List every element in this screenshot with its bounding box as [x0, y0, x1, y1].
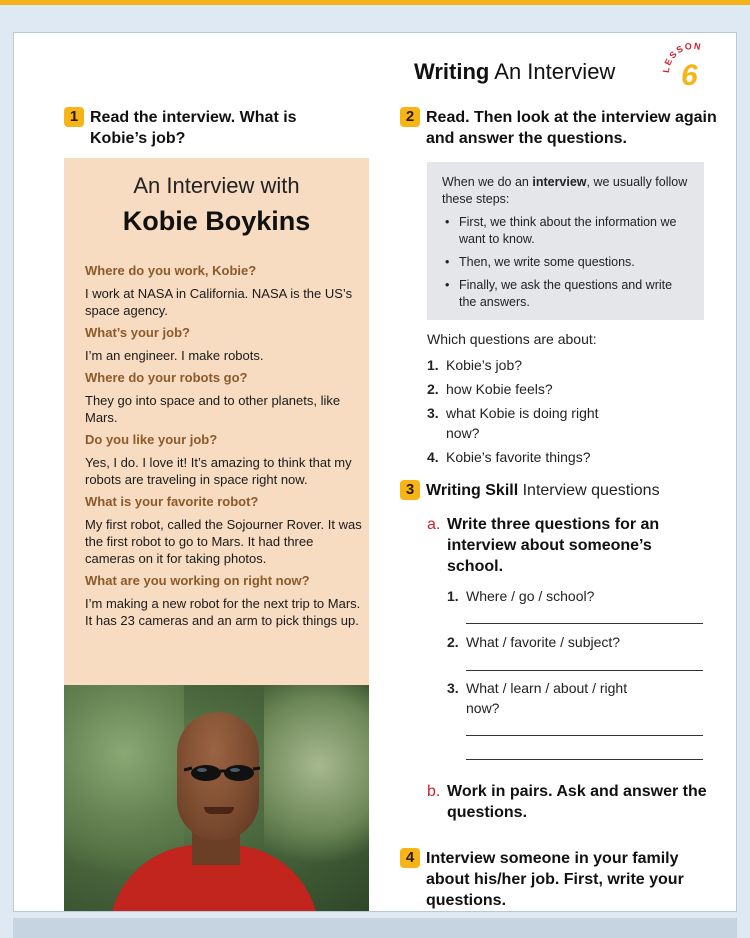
- which-questions-label: Which questions are about:: [427, 331, 597, 347]
- writing-skill-sub: Interview questions: [522, 482, 660, 499]
- interview-answer: I’m making a new robot for the next trip to Mars. It has 23 cameras and an arm to pick things up.: [85, 596, 361, 628]
- list-item: [427, 403, 602, 443]
- task-1: [64, 107, 354, 149]
- lesson-word: LESSON: [661, 40, 703, 74]
- photo-mouth: [204, 807, 234, 814]
- interview-body: [85, 258, 365, 634]
- task-3a: [427, 514, 707, 577]
- lesson-header: [414, 40, 714, 99]
- task-3b-letter: b.: [427, 783, 441, 800]
- task-4-text: Interview someone in your family about his/her job. First, write your questions.: [426, 850, 684, 909]
- interview-question: Where do you work, Kobie?: [85, 263, 257, 278]
- task-2-text: Read. Then look at the interview again and answer the questions.: [426, 109, 717, 147]
- interview-question: What’s your job?: [85, 325, 190, 340]
- write-question-2: [447, 632, 697, 652]
- item-number: 2.: [427, 381, 439, 397]
- page-title: [414, 59, 615, 85]
- interview-box: [64, 158, 369, 685]
- steps-intro-after: , we usually follow these steps:: [442, 175, 688, 206]
- list-item: [427, 379, 697, 399]
- task-4-number: 4: [400, 848, 420, 868]
- item-number: 1.: [427, 357, 439, 373]
- item-number: 1.: [447, 588, 459, 604]
- interview-title-line2: Kobie Boykins: [122, 206, 311, 236]
- interview-answer: My first robot, called the Sojourner Rover. It was the first robot to go to Mars. It had three cameras on it for taking photos.: [85, 517, 362, 566]
- steps-list: [442, 214, 704, 311]
- task-3-text: [426, 480, 720, 501]
- item-number: 2.: [447, 634, 459, 650]
- interview-question: Do you like your job?: [85, 432, 218, 447]
- interview-answer: They go into space and to other planets, like Mars.: [85, 393, 341, 425]
- answer-line[interactable]: [466, 670, 703, 671]
- textbook-page: [13, 32, 737, 912]
- interview-steps-box: [427, 162, 704, 320]
- item-text: Kobie’s job?: [446, 357, 523, 373]
- photo-foliage: [264, 685, 369, 885]
- list-item: [427, 447, 697, 467]
- task-2-number: 2: [400, 107, 420, 127]
- task-3b-text: Work in pairs. Ask and answer the questions.: [447, 783, 707, 821]
- list-item: [427, 355, 697, 375]
- bottom-bar: [13, 918, 737, 938]
- sunglasses-icon: [184, 762, 260, 784]
- item-text: Where / go / school?: [466, 588, 595, 604]
- interview-question: What is your favorite robot?: [85, 494, 259, 509]
- item-number: 3.: [447, 680, 459, 696]
- interview-answer: I work at NASA in California. NASA is the US’s space agency.: [85, 286, 353, 318]
- task-3a-letter: a.: [427, 516, 441, 533]
- write-question-1: [447, 586, 697, 606]
- list-item: • First, we think about the information we want to know.: [442, 214, 687, 248]
- interview-answer: I’m an engineer. I make robots.: [85, 348, 264, 363]
- task-4: [400, 848, 700, 911]
- steps-intro-bold: interview: [532, 175, 587, 189]
- list-item: • Finally, we ask the questions and write the answers.: [442, 277, 687, 311]
- answer-line[interactable]: [466, 735, 703, 736]
- item-text: What / favorite / subject?: [466, 634, 621, 650]
- title-bold: Writing: [414, 59, 490, 84]
- kobie-photo: [64, 685, 369, 912]
- task-2: [400, 107, 720, 149]
- interview-answer: Yes, I do. I love it! It’s amazing to think that my robots are traveling in space right now.: [85, 455, 352, 487]
- title-rest: An Interview: [494, 59, 616, 84]
- item-number: 3.: [427, 405, 439, 421]
- item-text: what Kobie is doing right now?: [446, 405, 599, 441]
- item-text: What / learn / about / right now?: [466, 680, 628, 716]
- write-question-3: [447, 678, 657, 718]
- task-3-number: 3: [400, 480, 420, 500]
- top-accent-bar: [0, 0, 750, 5]
- answer-line[interactable]: [466, 623, 703, 624]
- item-number: 4.: [427, 449, 439, 465]
- item-text: Kobie’s favorite things?: [446, 449, 591, 465]
- task-3b: [427, 781, 707, 823]
- steps-intro-before: When we do an: [442, 175, 533, 189]
- lesson-number: 6: [681, 59, 698, 92]
- list-item: • Then, we write some questions.: [442, 254, 687, 271]
- item-text: how Kobie feels?: [446, 381, 553, 397]
- interview-title-line1: An Interview with: [133, 173, 300, 198]
- interview-question: Where do your robots go?: [85, 370, 248, 385]
- interview-question: What are you working on right now?: [85, 573, 310, 588]
- task-1-text: Read the interview. What is Kobie’s job?: [90, 109, 297, 147]
- steps-intro: [442, 174, 704, 208]
- answer-line[interactable]: [466, 759, 703, 760]
- which-questions-list: [427, 355, 697, 471]
- task-1-number: 1: [64, 107, 84, 127]
- task-3a-text: Write three questions for an interview about someone’s school.: [447, 516, 660, 575]
- task-3: [400, 480, 720, 501]
- writing-skill-label: Writing Skill: [426, 482, 519, 499]
